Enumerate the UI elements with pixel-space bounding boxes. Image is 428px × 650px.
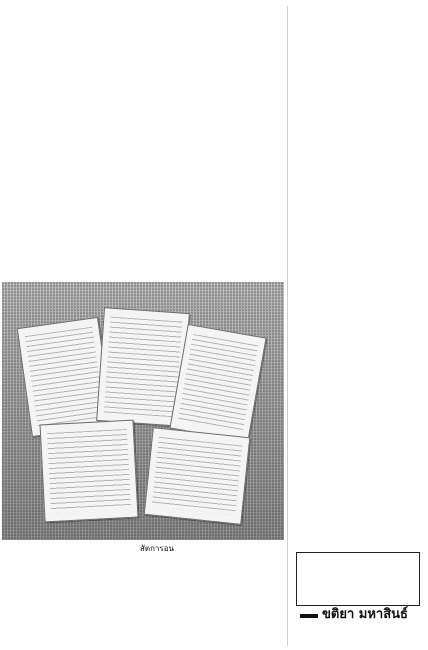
article-paragraph bbox=[146, 34, 284, 46]
article-paragraph bbox=[292, 118, 420, 130]
article-paragraph bbox=[146, 570, 284, 582]
article-paragraph bbox=[292, 104, 420, 116]
document-image bbox=[144, 427, 251, 525]
boxed-note bbox=[296, 552, 420, 606]
article-paragraph bbox=[292, 48, 420, 60]
article-paragraph bbox=[292, 62, 420, 74]
article-paragraph bbox=[292, 76, 420, 88]
article-left-column bbox=[146, 6, 284, 274]
document-image bbox=[169, 324, 266, 442]
article-paragraph bbox=[146, 20, 284, 32]
column-divider bbox=[287, 6, 288, 646]
article-paragraph bbox=[146, 556, 284, 568]
article-quote bbox=[292, 34, 420, 46]
article-paragraph bbox=[292, 20, 420, 32]
article-left-column-continued bbox=[146, 556, 284, 644]
documents-photo bbox=[2, 282, 284, 540]
document-image bbox=[39, 420, 138, 523]
photo-caption: สัตการอน bbox=[140, 544, 174, 553]
article-right-column bbox=[292, 6, 420, 584]
byline-marker bbox=[300, 614, 318, 618]
article-paragraph bbox=[146, 6, 284, 18]
author-byline: ขติยา มหาสินธ์ bbox=[322, 607, 408, 622]
article-paragraph bbox=[146, 76, 284, 88]
article-paragraph bbox=[292, 6, 420, 18]
article-quote bbox=[146, 48, 284, 60]
article-paragraph bbox=[292, 90, 420, 102]
article-paragraph bbox=[146, 62, 284, 74]
